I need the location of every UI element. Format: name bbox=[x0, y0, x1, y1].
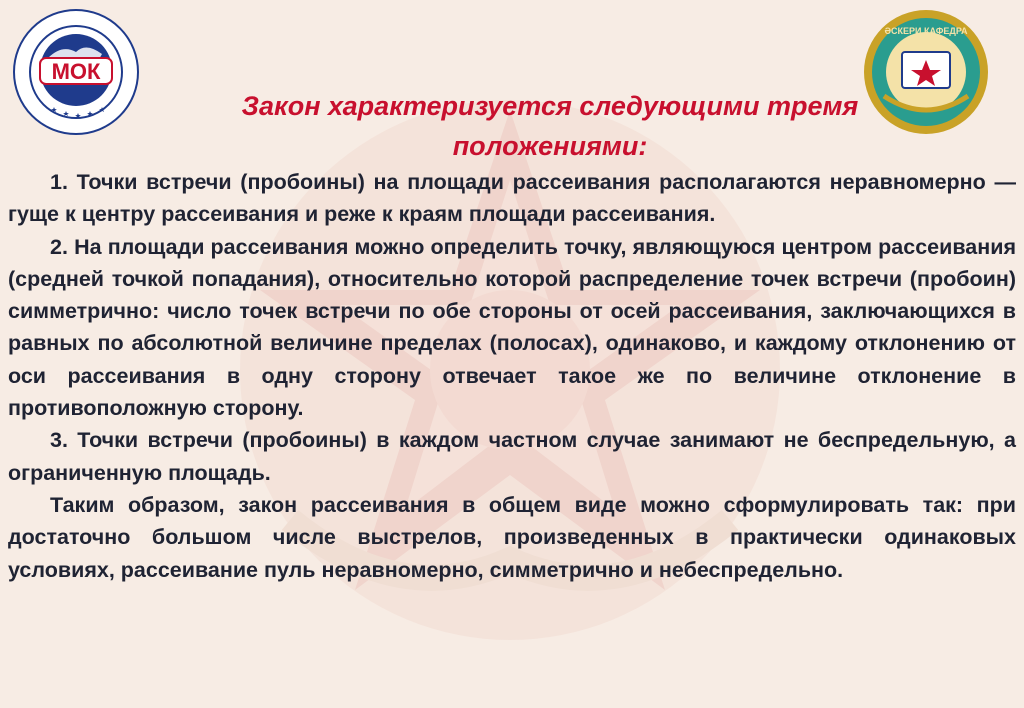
slide-title-line-2: положениями: bbox=[452, 131, 648, 161]
paragraph-4: Таким образом, закон рассеивания в общем виде можно сформулировать так: при достаточно большом числе выстрелов, произведенных в практически одинаковых условиях, рассеивание пуль неравномерно, симметрично и небеспредельно. bbox=[8, 492, 1016, 582]
paragraph-1: 1. Точки встречи (пробоины) на площади рассеивания располагаются неравномерно — гуще к центру рассеивания и реже к краям площади рассеивания. bbox=[8, 170, 1016, 227]
paragraph-3: 3. Точки встречи (пробоины) в каждом частном случае занимают не беспредельную, а ограниченную площадь. bbox=[8, 428, 1016, 485]
paragraph-2: 2. На площади рассеивания можно определить точку, являющуюся центром рассеивания (средней точкой попадания), относительно которой распределение точек встречи (пробоин) симметрично: число точек встречи по обе стороны от осей рассеивания, заключающихся в равных по абсолютной величине пределах (полосах), одинаково, и каждому отклонению от оси рассеивания в одну сторону отвечает такое же по величине отклонение в противоположную сторону. bbox=[8, 234, 1016, 421]
mok-logo bbox=[12, 8, 140, 136]
slide-title-line-1: Закон характеризуется следующими тремя bbox=[241, 91, 859, 121]
military-department-logo-text: ӘСКЕРИ КАФЕДРА bbox=[884, 26, 968, 36]
slide-body bbox=[8, 166, 1016, 586]
slide-title bbox=[150, 86, 950, 166]
mok-logo-text: МОК bbox=[51, 59, 101, 84]
